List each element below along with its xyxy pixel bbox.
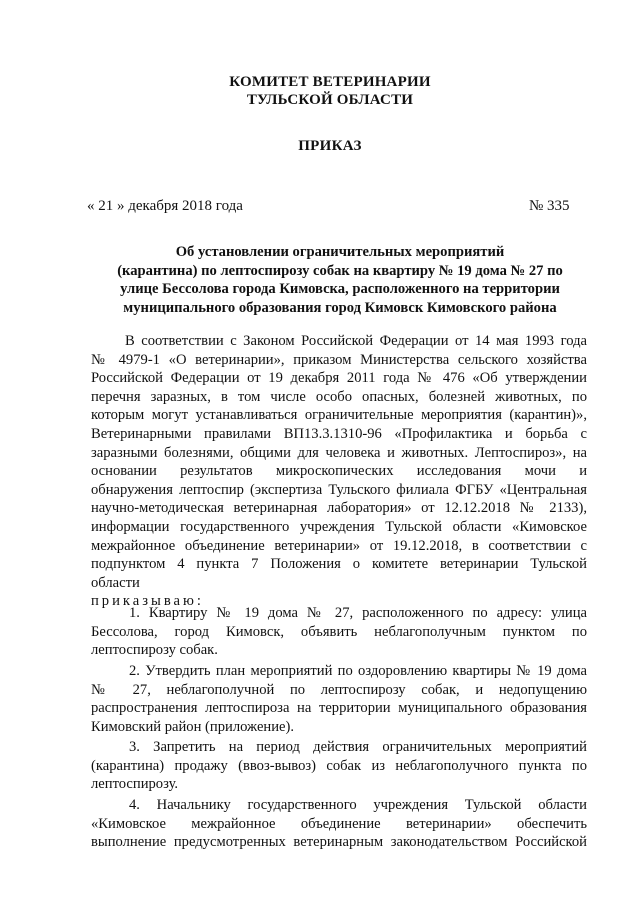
document-subject — [95, 243, 585, 317]
preamble-line: подпунктом 4 пункта 7 Положения о комитете ветеринарии Тульской — [91, 556, 587, 573]
order-item-line: 3. Запретить на период действия ограничительных мероприятий — [129, 739, 587, 755]
subject-line: улице Бессолова города Кимовска, расположенного на территории — [120, 281, 560, 297]
preamble-line: перечня заразных, в том числе особо опасных, болезней животных, по — [91, 388, 587, 405]
order-item-line: 1. Квартиру № 19 дома № 27, расположенного по адресу: улица — [129, 605, 587, 621]
preamble-line: обнаружения лептоспир (экспертиза Тульского филиала ФГБУ «Центральная — [91, 481, 587, 498]
preamble-paragraph — [91, 332, 587, 611]
order-item-line: «Кимовское межрайонное объединение ветеринарии» обеспечить — [91, 815, 587, 832]
order-item-line: Бессолова, город Кимовск, объявить неблагополучным пунктом по — [91, 623, 587, 640]
preamble-line: области — [91, 574, 140, 591]
order-item-line: (карантина) продажу (ввоз-вывоз) собак из неблагополучного пункта по — [91, 757, 587, 774]
preamble-line: В соответствии с Законом Российской Федерации от 14 мая 1993 года — [125, 333, 587, 349]
preamble-line: которым могут устанавливаться ограничительные мероприятия (карантин)», — [91, 407, 587, 424]
order-item-line: лептоспирозу. — [91, 776, 179, 793]
order-word: приказываю: — [91, 593, 204, 610]
preamble-line: Ветеринарными правилами ВП13.3.1310-96 «Профилактика и борьба с — [91, 425, 587, 442]
preamble-line: межрайонное объединение ветеринарии» от 19.12.2018, в соответствии с — [91, 537, 587, 554]
order-item-line: 4. Начальнику государственного учреждения Тульской области — [129, 797, 587, 813]
order-item-line: 2. Утвердить план мероприятий по оздоровлению квартиры № 19 дома — [129, 663, 587, 679]
preamble-line: научно-методическая ветеринарная лаборатория» от 12.12.2018 № 2133), — [91, 500, 587, 517]
order-item-4 — [91, 796, 587, 852]
document-type-title: ПРИКАЗ — [298, 138, 362, 154]
document-number: № 335 — [529, 198, 570, 214]
order-item-line: № 27, неблагополучной по лептоспирозу собак, и недопущению — [91, 681, 587, 698]
preamble-line: заразными болезнями, общими для человека и животных. Лептоспироз», на — [91, 444, 587, 461]
order-item-line: лептоспирозу собак. — [91, 642, 218, 659]
subject-line: (карантина) по лептоспирозу собак на квартиру № 19 дома № 27 по — [117, 262, 563, 279]
order-item-3 — [91, 738, 587, 794]
organization-name-line1: КОМИТЕТ ВЕТЕРИНАРИИ — [229, 74, 431, 90]
preamble-line: информации государственного учреждения Тульской области «Кимовское — [91, 518, 587, 535]
preamble-line: основании результатов микроскопических исследования мочи и — [91, 463, 587, 480]
order-item-line: распространения лептоспироза на территории муниципального образования — [91, 700, 587, 717]
order-item-line: Кимовский район (приложение). — [91, 718, 295, 735]
document-date: « 21 » декабря 2018 года — [87, 198, 243, 214]
preamble-line: № 4979-1 «О ветеринарии», приказом Министерства сельского хозяйства — [91, 351, 587, 368]
order-item-2 — [91, 662, 587, 736]
order-item-1 — [91, 604, 587, 660]
preamble-line: Российской Федерации от 19 декабря 2011 года № 476 «Об утверждении — [91, 370, 587, 387]
subject-line: муниципального образования город Кимовск Кимовского района — [123, 299, 557, 316]
order-item-line: выполнение предусмотренных ветеринарным законодательством Российской — [91, 834, 587, 851]
subject-line: Об установлении ограничительных мероприятий — [175, 244, 505, 260]
organization-name-line2: ТУЛЬСКОЙ ОБЛАСТИ — [246, 92, 414, 108]
